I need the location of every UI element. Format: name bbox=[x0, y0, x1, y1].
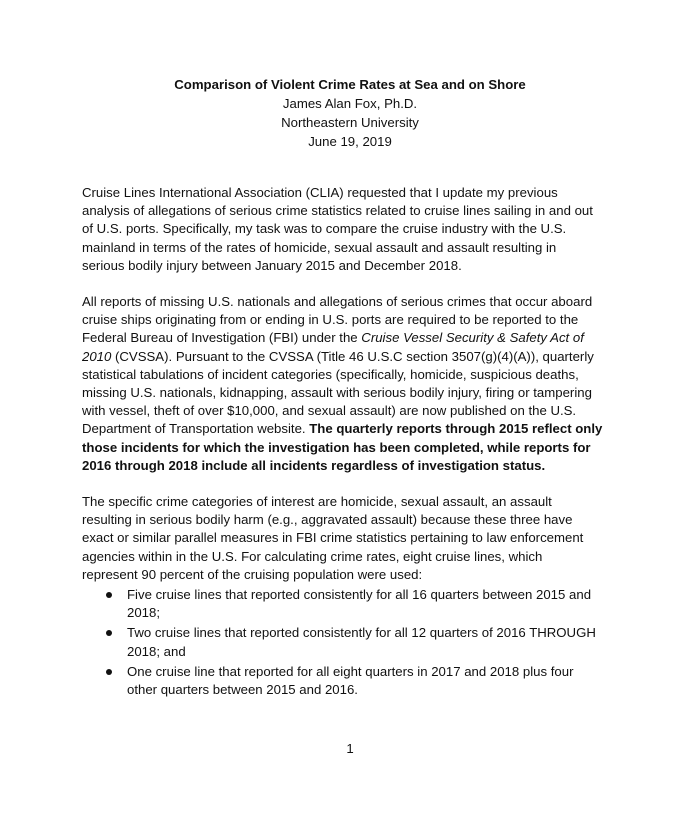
list-item bbox=[82, 624, 630, 660]
act-name-italic: Cruise Vessel Security & Safety Act of 2010 bbox=[82, 330, 584, 364]
paragraph-intro: Cruise Lines International Association (CLIA) requested that I update my previous analysis of allegations of serious crime statistics related to cruise lines sailing in and out of U.S. ports. Specifically, my task was to compare the cruise industry with the U.S. mainland in terms of the rates of homicide, sexual assault and assault resulting in serious bodily injury between January 2015 and December 2018. bbox=[82, 185, 593, 273]
document-title: Comparison of Violent Crime Rates at Sea and on Shore bbox=[174, 77, 526, 92]
document-date: June 19, 2019 bbox=[308, 134, 392, 149]
paragraph-methodology: The specific crime categories of interest are homicide, sexual assault, an assault resulting in serious bodily harm (e.g., aggravated assault) because these three have exact or similar parallel measures in FBI crime statistics pertaining to law enforcement agencies within in the U.S. For calculating crime rates, eight cruise lines, which represent 90 percent of the cruising population were used: bbox=[82, 494, 584, 582]
list-item-text: Five cruise lines that reported consistently for all 16 quarters between 2015 and 2018; bbox=[127, 587, 592, 621]
document-body bbox=[82, 184, 630, 701]
paragraph-cvssa-bold-note: The quarterly reports through 2015 reflect only those incidents for which the investigation has been completed, while reports for 2016 through 2018 include all incidents regardless of investigation status. bbox=[82, 421, 603, 473]
list-item-text: Two cruise lines that reported consistently for all 12 quarters of 2016 THROUGH 2018; and bbox=[127, 625, 596, 659]
author-name: James Alan Fox, Ph.D. bbox=[282, 96, 418, 111]
paragraph-cvssa bbox=[82, 293, 630, 475]
bullet-icon bbox=[106, 669, 112, 675]
page-number: 1 bbox=[346, 741, 354, 756]
author-affiliation: Northeastern University bbox=[281, 115, 419, 130]
document-header bbox=[0, 75, 700, 151]
paragraph-cvssa-text-2: (CVSSA). Pursuant to the CVSSA (Title 46 U.S.C section 3507(g)(4)(A)), quarterly statistical tabulations of incident categories (specifically, homicide, suspicious deaths, missing U.S. nationals, kidnapping, assault with serious bodily injury, firing or tampering with vessel, theft of over $10,000, and sexual assault) are now published on the U.S. Department of Transportation website. bbox=[82, 348, 594, 437]
cruise-lines-list bbox=[82, 586, 630, 699]
list-item bbox=[82, 663, 630, 699]
bullet-icon bbox=[106, 630, 112, 636]
bullet-icon bbox=[106, 592, 112, 598]
list-item bbox=[82, 586, 630, 622]
list-item-text: One cruise line that reported for all eight quarters in 2017 and 2018 plus four other quarters between 2015 and 2016. bbox=[127, 663, 574, 698]
paragraph-cvssa-text-1: All reports of missing U.S. nationals and allegations of serious crimes that occur aboard cruise ships originating from or ending in U.S. ports are required to be reported to the Federal Bureau of Investigation (FBI) under the bbox=[82, 294, 593, 346]
